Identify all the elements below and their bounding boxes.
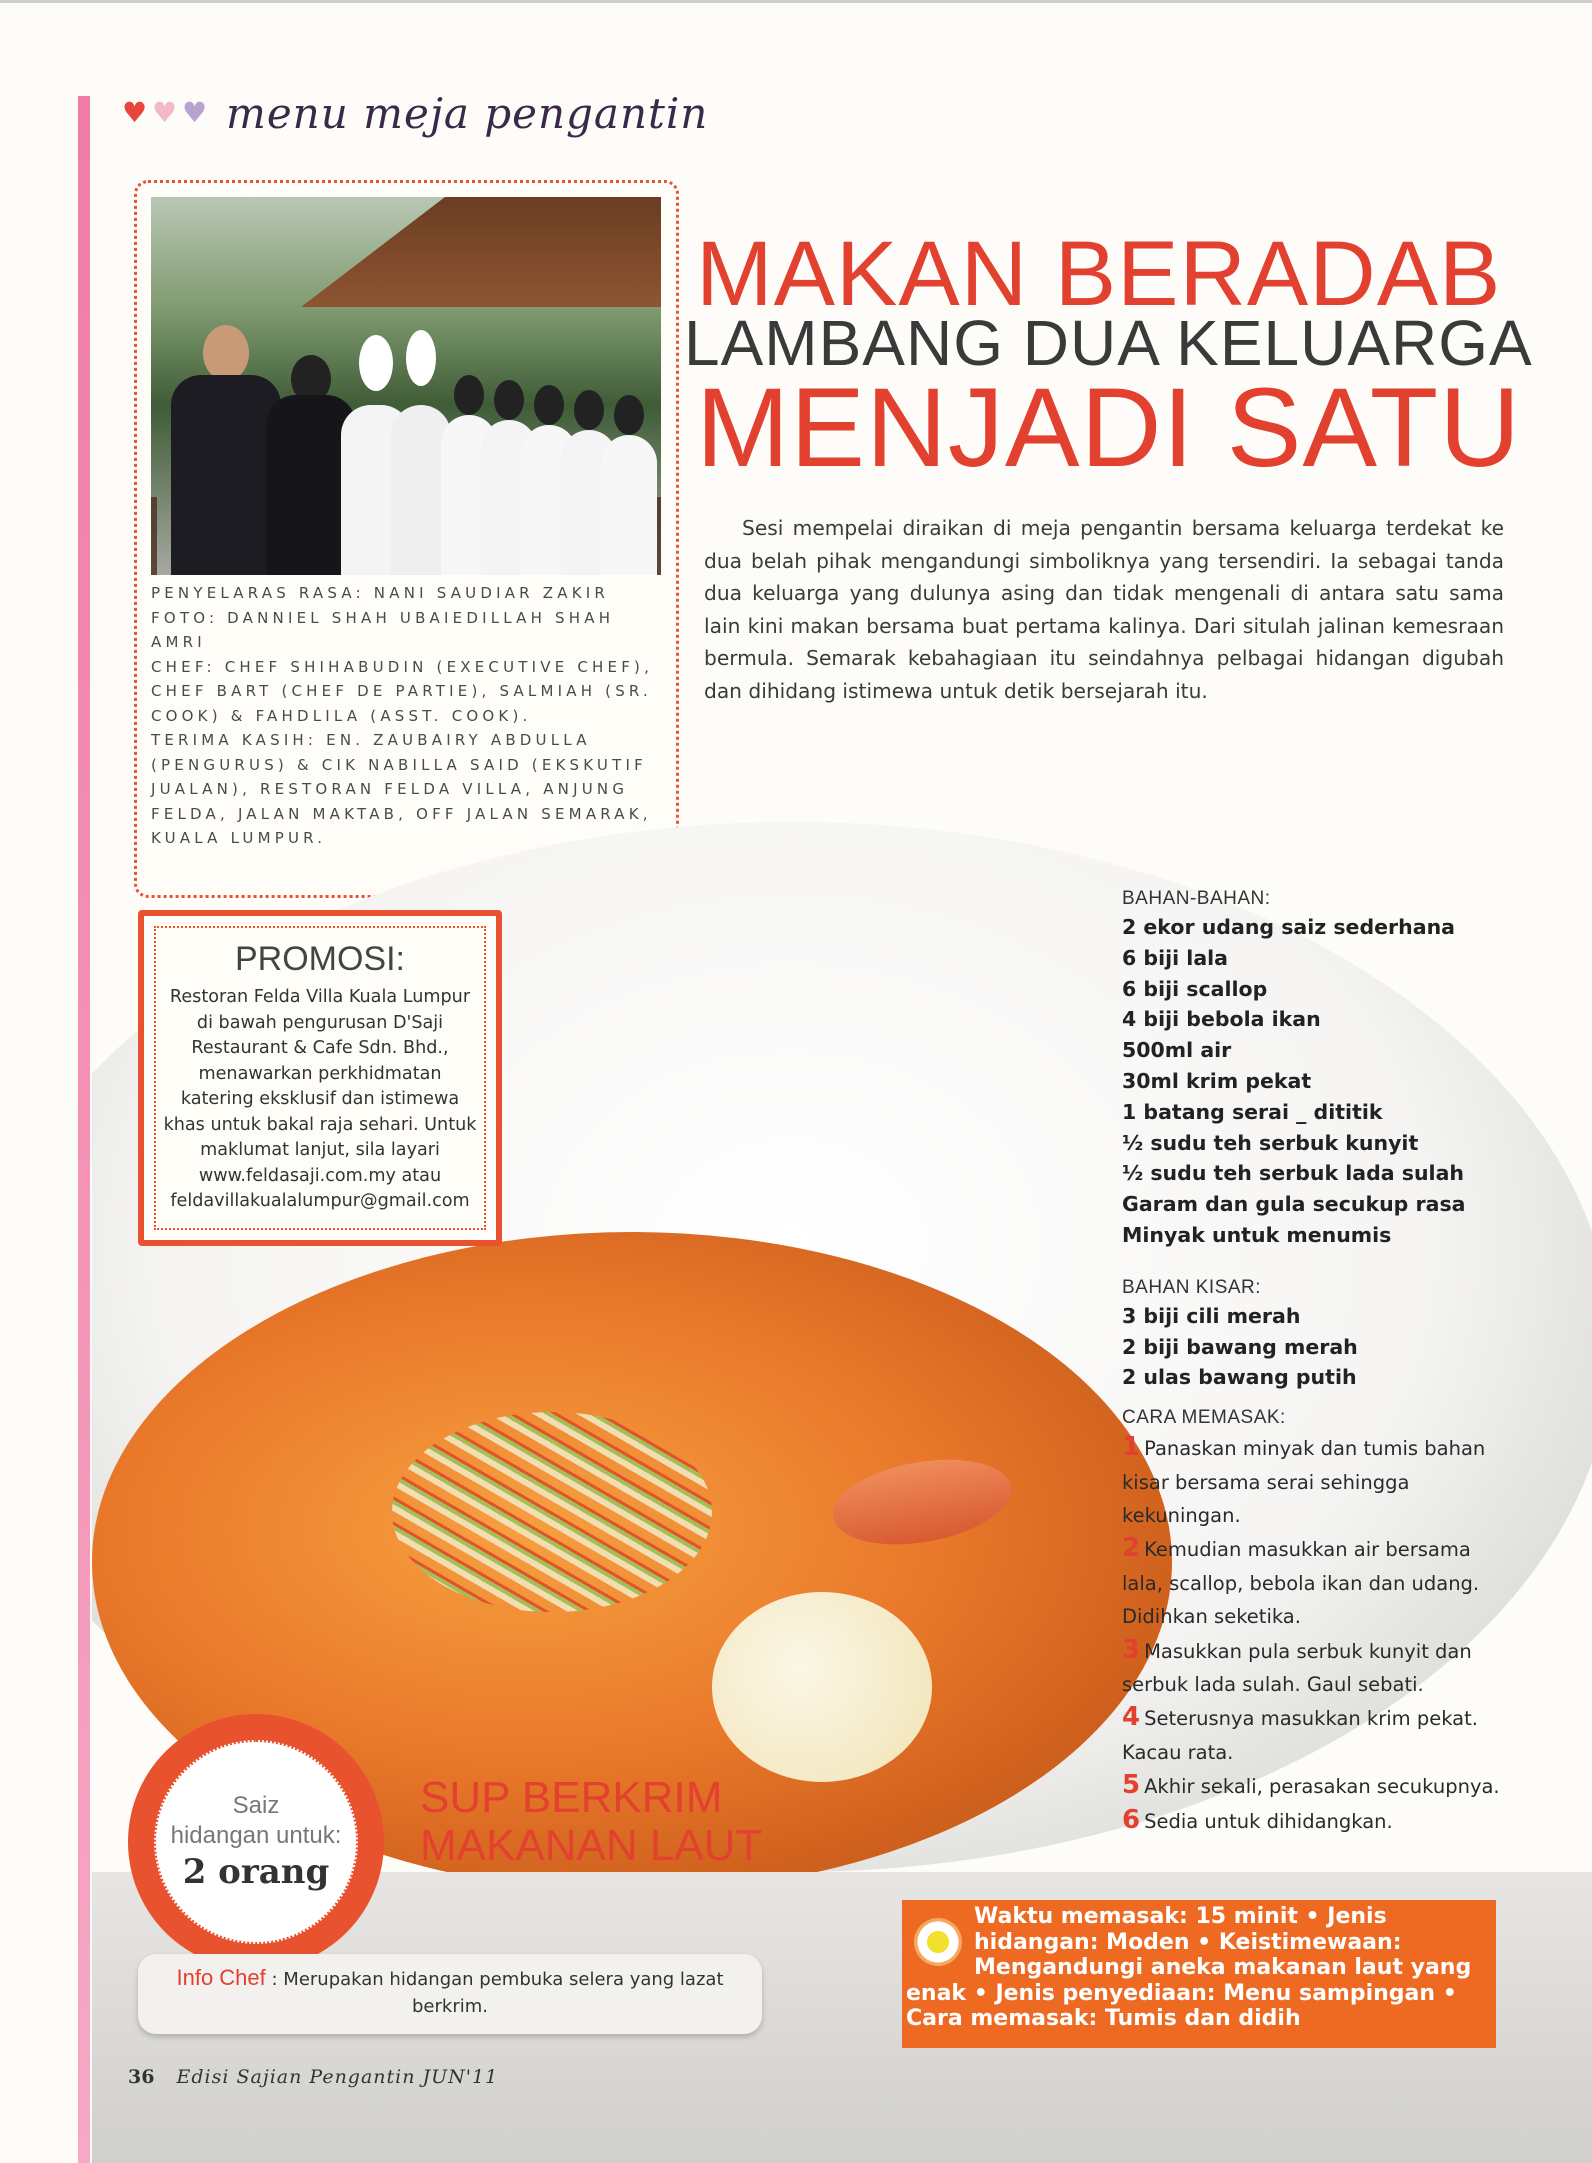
method-step — [1122, 1804, 1512, 1838]
page-number: 36 — [128, 2066, 155, 2088]
list-item: 6 biji scallop — [1122, 976, 1268, 1001]
headline-line-1: MAKAN BERADAB — [696, 223, 1502, 325]
method-step — [1122, 1431, 1512, 1532]
hearts-decoration — [122, 96, 208, 129]
info-line: hidangan: Moden • Keistimewaan: — [974, 1929, 1402, 1955]
heart-icon: ♥ — [182, 96, 208, 129]
info-line: Cara memasak: Tumis dan didih — [906, 2006, 1301, 2031]
list-item: 500ml air — [1122, 1038, 1232, 1063]
info-chef-box — [138, 1954, 762, 2034]
team-photo-box — [134, 180, 679, 898]
team-photo — [151, 197, 661, 575]
publication-name: Edisi Sajian Pengantin JUN'11 — [176, 2066, 499, 2088]
step-text: Akhir sekali, perasakan secukupnya. — [1144, 1775, 1500, 1799]
badge-label: hidangan untuk: — [170, 1822, 342, 1849]
credit-line: CHEF: CHEF SHIHABUDIN (EXECUTIVE CHEF), CHEF BART (CHEF DE PARTIE), SALMIAH (SR. COOK) & FAHDLILA (ASST. COOK). — [151, 657, 654, 725]
info-line: Mengandungi aneka makanan laut yang — [974, 1955, 1472, 1980]
step-text: Sedia untuk dihidangkan. — [1144, 1809, 1393, 1833]
promo-box — [138, 910, 502, 1246]
plate-icon — [914, 1918, 962, 1966]
heart-icon: ♥ — [152, 96, 178, 129]
ingredients-heading: BAHAN-BAHAN: — [1122, 888, 1271, 909]
method-step — [1122, 1701, 1512, 1769]
headline-line-2: LAMBANG DUA KELUARGA — [684, 307, 1533, 379]
step-number: 5 — [1122, 1770, 1141, 1801]
list-item: Garam dan gula secukup rasa — [1122, 1192, 1466, 1217]
heart-icon: ♥ — [122, 96, 148, 129]
list-item: Minyak untuk menumis — [1122, 1222, 1392, 1247]
list-item: 30ml krim pekat — [1122, 1068, 1312, 1093]
promo-text: Restoran Felda Villa Kuala Lumpur di bawah pengurusan D'Saji Restaurant & Cafe Sdn. Bhd., menawarkan perkhidmatan katering eksklusif dan istimewa khas untuk bakal raja sehari. Untuk maklumat lanjut, sila layari www.feldasaji.com.my atau feldavillakualalumpur@gmail.com — [163, 987, 477, 1211]
section-title: menu meja pengantin — [226, 88, 709, 138]
list-item: 4 biji bebola ikan — [1122, 1007, 1321, 1032]
method-step — [1122, 1532, 1512, 1633]
list-item: ½ sudu teh serbuk lada sulah — [1122, 1161, 1465, 1186]
blend-heading: BAHAN KISAR: — [1122, 1276, 1262, 1298]
step-text: Panaskan minyak dan tumis bahan kisar bersama serai sehingga kekuningan. — [1122, 1437, 1486, 1527]
list-item: 2 ekor udang saiz sederhana — [1122, 915, 1456, 939]
method-step — [1122, 1634, 1512, 1702]
photo-credits — [151, 581, 671, 851]
info-chef-text: : Merupakan hidangan pembuka selera yang lazat berkrim. — [271, 1969, 724, 2017]
section-header — [122, 88, 708, 138]
recipe-column — [1122, 888, 1512, 1838]
dish-name-line-2: MAKANAN LAUT — [420, 1821, 763, 1870]
list-item: 1 batang serai _ dititik — [1122, 1099, 1383, 1124]
method-step — [1122, 1769, 1512, 1803]
step-text: Kemudian masukkan air bersama lala, scallop, bebola ikan dan udang. Didihkan seketika. — [1122, 1538, 1480, 1629]
step-number: 6 — [1122, 1804, 1141, 1835]
ingredients-list — [1122, 912, 1512, 1251]
side-bar — [78, 96, 90, 2163]
list-item: 2 biji bawang merah — [1122, 1334, 1358, 1359]
serving-badge — [128, 1714, 384, 1970]
credit-line: TERIMA KASIH: EN. ZAUBAIRY ABDULLA (PENGURUS) & CIK NABILLA SAID (EKSKUTIF JUALAN), RESTORAN FELDA VILLA, ANJUNG FELDA, JALAN MAKTAB, OFF JALAN SEMARAK, KUALA LUMPUR. — [151, 731, 652, 847]
cooking-info-bar — [902, 1900, 1496, 2048]
credit-line: PENYELARAS RASA: NANI SAUDIAR ZAKIR — [151, 584, 609, 602]
step-text: Masukkan pula serbuk kunyit dan serbuk lada sulah. Gaul sebati. — [1122, 1639, 1472, 1696]
info-line: enak • Jenis penyediaan: Menu sampingan • — [906, 1980, 1457, 2006]
headline-line-3: MENJADI SATU — [696, 365, 1522, 490]
step-number: 2 — [1122, 1533, 1141, 1564]
list-item: 2 ulas bawang putih — [1122, 1365, 1357, 1390]
step-number: 3 — [1122, 1634, 1141, 1665]
credit-line: FOTO: DANNIEL SHAH UBAIEDILLAH SHAH AMRI — [151, 608, 615, 651]
info-chef-label: Info Chef — [176, 1965, 266, 1990]
method-heading: CARA MEMASAK: — [1122, 1407, 1286, 1429]
page-footer — [128, 2066, 498, 2088]
top-rule — [0, 0, 1592, 3]
badge-label: Saiz — [232, 1792, 280, 1819]
step-text: Seterusnya masukkan krim pekat. Kacau rata. — [1122, 1707, 1478, 1764]
list-item: 3 biji cili merah — [1122, 1303, 1301, 1328]
badge-value: 2 orang — [182, 1852, 330, 1892]
dish-name-line-1: SUP BERKRIM — [420, 1773, 723, 1822]
list-item: ½ sudu teh serbuk kunyit — [1122, 1130, 1419, 1155]
blend-list — [1122, 1301, 1512, 1393]
list-item: 6 biji lala — [1122, 945, 1229, 970]
promo-title: PROMOSI: — [234, 940, 406, 978]
intro-paragraph: Sesi mempelai diraikan di meja pengantin bersama keluarga terdekat ke dua belah pihak mengandungi simboliknya yang tersendiri. Ia sebagai tanda dua keluarga yang dulunya asing dan tidak mengenali di antara satu sama lain kini makan bersama buat pertama kalinya. Dari situlah jalinan kemesraan bermula. Semarak kebahagiaan itu seindahnya pelbagai hidangan digubah dan dihidang istimewa untuk detik bersejarah itu. — [704, 516, 1504, 703]
step-number: 4 — [1122, 1702, 1141, 1733]
step-number: 1 — [1122, 1432, 1141, 1463]
info-line: Waktu memasak: 15 minit • Jenis — [974, 1904, 1387, 1929]
